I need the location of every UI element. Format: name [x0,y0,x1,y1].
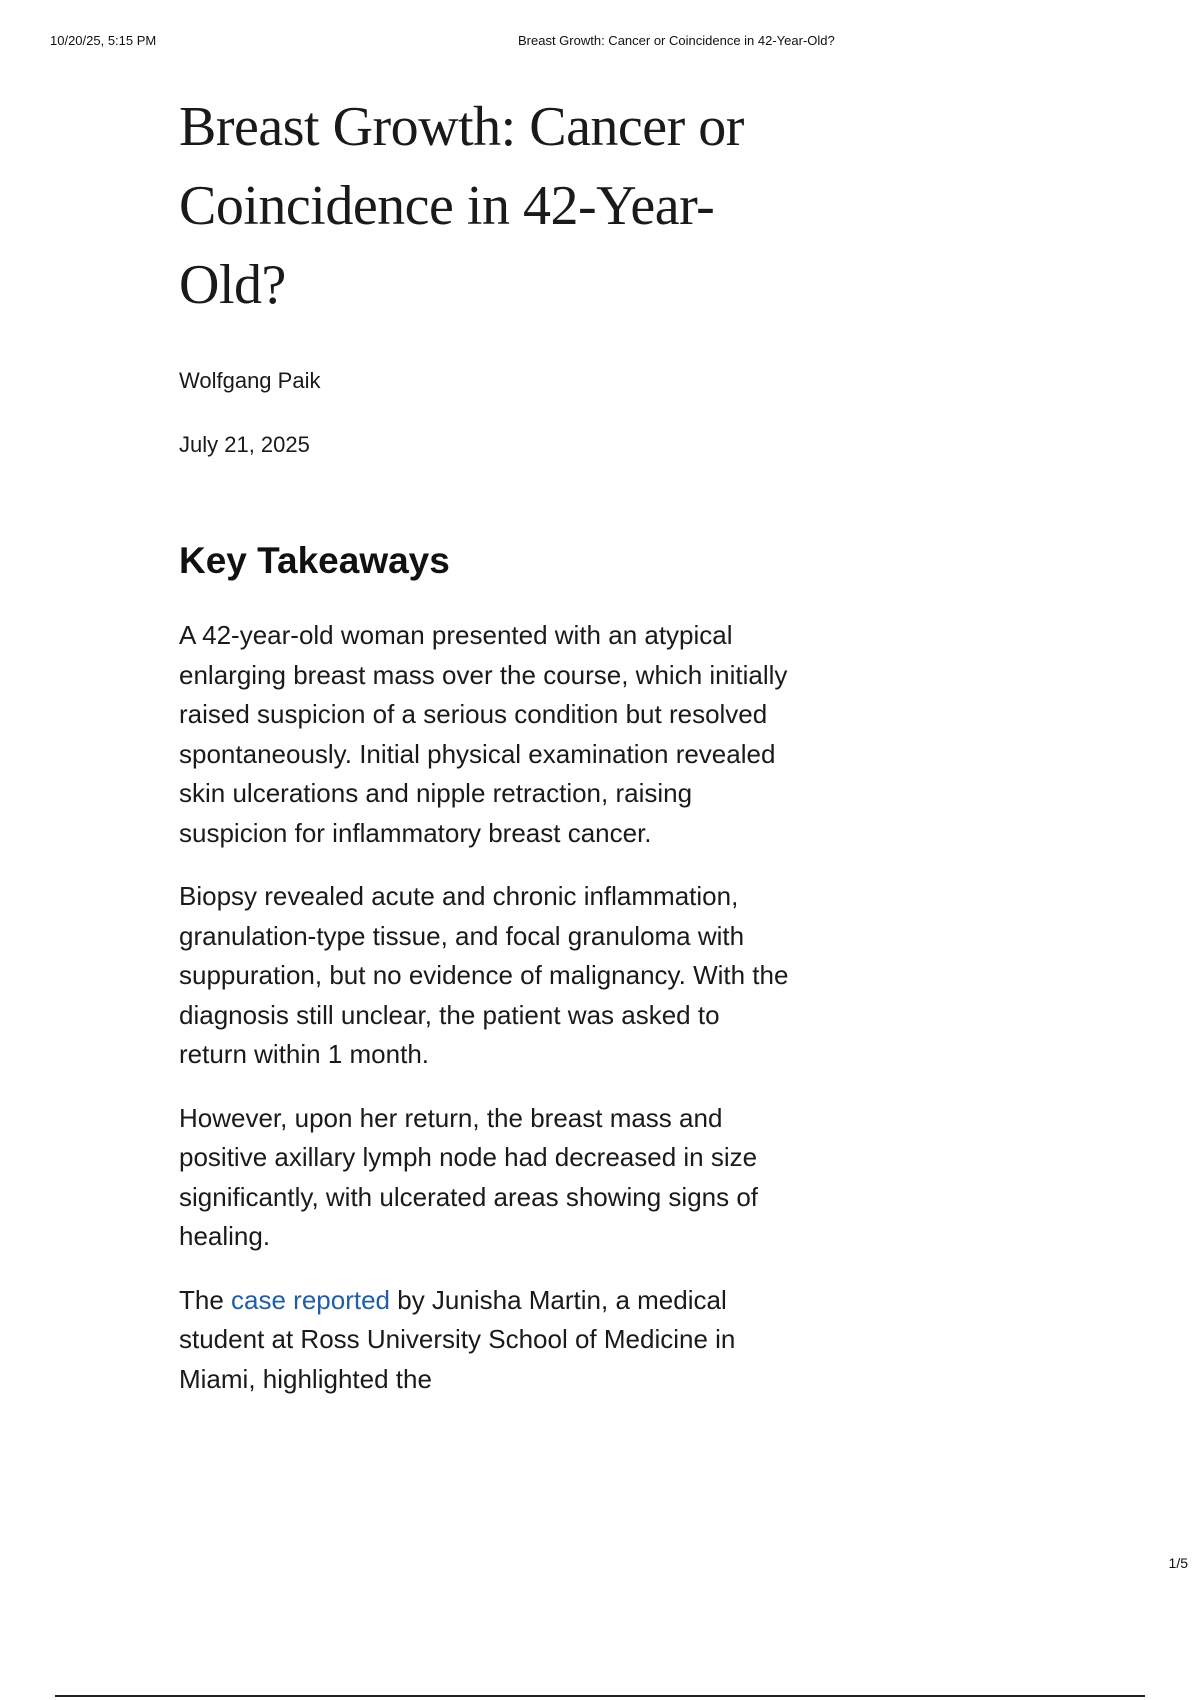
paragraph-4-suffix: by Junisha Martin, a medical student at Ross University School of Medicine in Miami, highlighted the [179,1284,736,1394]
print-header [50,33,1200,53]
paragraph-1: A 42-year-old woman presented with an atypical enlarging breast mass over the course, which initially raised suspicion of a serious condition but resolved spontaneously. Initial physical examination revealed skin ulcerations and nipple retraction, raising suspicion for inflammatory breast cancer. [179,620,788,848]
paragraph-2: Biopsy revealed acute and chronic inflammation, granulation-type tissue, and focal granuloma with suppuration, but no evidence of malignancy. With the diagnosis still unclear, the patient was asked to return within 1 month. [179,881,789,1069]
bottom-divider [55,1695,1145,1697]
case-reported-link[interactable]: case reported [231,1284,391,1315]
article [179,88,789,1399]
paragraph-3: However, upon her return, the breast mass and positive axillary lymph node had decreased in size significantly, with ulcerated areas showing signs of healing. [179,1102,759,1251]
paragraph-4 [179,1281,789,1400]
print-page-title: Breast Growth: Cancer or Coincidence in 42-Year-Old? [518,33,835,48]
article-headline: Breast Growth: Cancer or Coincidence in 42-Year-Old? [179,96,744,316]
article-date: July 21, 2025 [179,432,310,457]
page-number: 1/5 [1168,1555,1188,1571]
paragraph-4-prefix: The [179,1284,232,1315]
article-author: Wolfgang Paik [179,368,321,393]
key-takeaways-heading: Key Takeaways [179,540,450,581]
print-datetime: 10/20/25, 5:15 PM [50,33,157,48]
